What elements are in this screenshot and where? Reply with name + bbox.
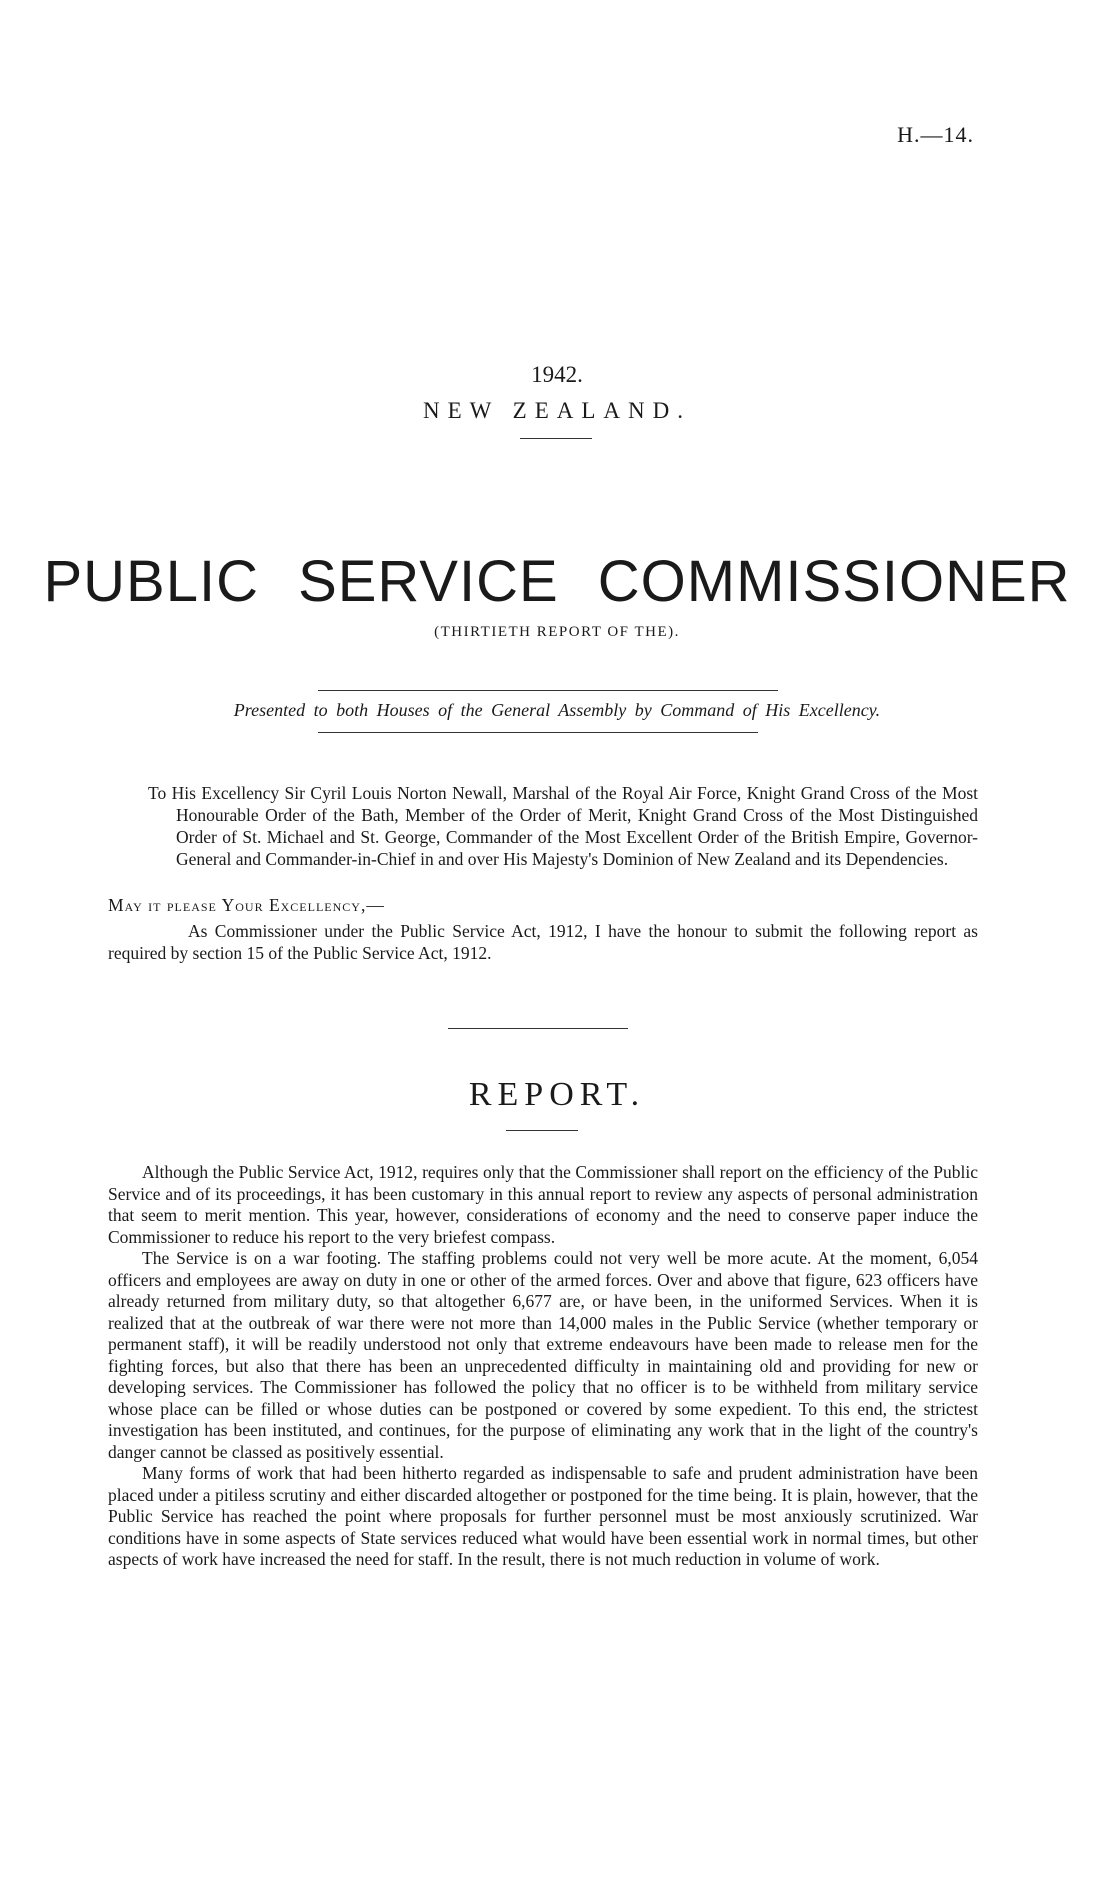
divider-rule-short-report bbox=[506, 1130, 578, 1131]
intro-paragraph: As Commissioner under the Public Service Act, 1912, I have the honour to submit the following report as required by section 15 of the Public Service Act, 1912. bbox=[108, 921, 978, 963]
salutation: May it please Your Excellency,— bbox=[108, 895, 385, 915]
report-heading: REPORT. bbox=[468, 1076, 646, 1113]
report-paragraph-2: The Service is on a war footing. The staffing problems could not very well be more acute. At the moment, 6,054 officers and employees are away on duty in one or other of the armed forces. Over and above that figure, 623 officers have already returned from military duty, so that altogether 6,677 are, or have been, in the uniformed Services. When it is realized that at the outbreak of war there were not more than 14,000 males in the Public Service (whether temporary or permanent staff), it will be readily understood not only that extreme endeavours have been made to release men for the fighting forces, but also that there has been an unprecedented difficulty in maintaining old and providing for new or developing services. The Commissioner has followed the policy that no officer is to be withheld from military service whose place can be filled or whose duties can be postponed or covered by some expedient. To this end, the strictest investigation has been instituted, and continues, for the purpose of eliminating any work that in the light of the country's danger cannot be classed as positively essential. bbox=[108, 1248, 978, 1462]
document-title: PUBLIC SERVICE COMMISSIONER bbox=[43, 549, 1071, 614]
document-year: 1942. bbox=[531, 362, 583, 387]
divider-rule-lower bbox=[318, 732, 758, 733]
report-paragraph-3: Many forms of work that had been hitherto regarded as indispensable to safe and prudent administration have been placed under a pitiless scrutiny and either discarded altogether or postponed for the time being. It is plain, however, that the Public Service has reached the point where proposals for further personnel must be most anxiously scrutinized. War conditions have in some aspects of State services reduced what would have been essential work in normal times, but other aspects of work have increased the need for staff. In the result, there is not much reduction in volume of work. bbox=[108, 1463, 978, 1569]
divider-rule-short bbox=[520, 438, 592, 439]
presented-line: Presented to both Houses of the General Assembly by Command of His Excellency. bbox=[233, 700, 881, 720]
report-paragraph-1: Although the Public Service Act, 1912, requires only that the Commissioner shall report on the efficiency of the Public Service and of its proceedings, it has been customary in this annual report to review any aspects of personal administration that seem to merit mention. This year, however, considerations of economy and the need to conserve paper induce the Commissioner to reduce his report to the very briefest compass. bbox=[108, 1162, 978, 1247]
address-paragraph: To His Excellency Sir Cyril Louis Norton Newall, Marshal of the Royal Air Force, Knight Grand Cross of the Most Honourable Order of the Bath, Member of the Order of Merit, Knight Grand Cross of the Most Distinguished Order of St. Michael and St. George, Commander of the Most Excellent Order of the British Empire, Governor-General and Commander-in-Chief in and over His Majesty's Dominion of New Zealand and its Dependencies. bbox=[148, 783, 978, 869]
report-body bbox=[108, 1162, 978, 1571]
divider-rule-mid bbox=[448, 1028, 628, 1029]
divider-rule-upper bbox=[318, 690, 778, 691]
document-country: NEW ZEALAND. bbox=[422, 398, 692, 423]
page-reference: H.—14. bbox=[897, 122, 974, 147]
document-subtitle: (THIRTIETH REPORT OF THE). bbox=[434, 624, 680, 640]
